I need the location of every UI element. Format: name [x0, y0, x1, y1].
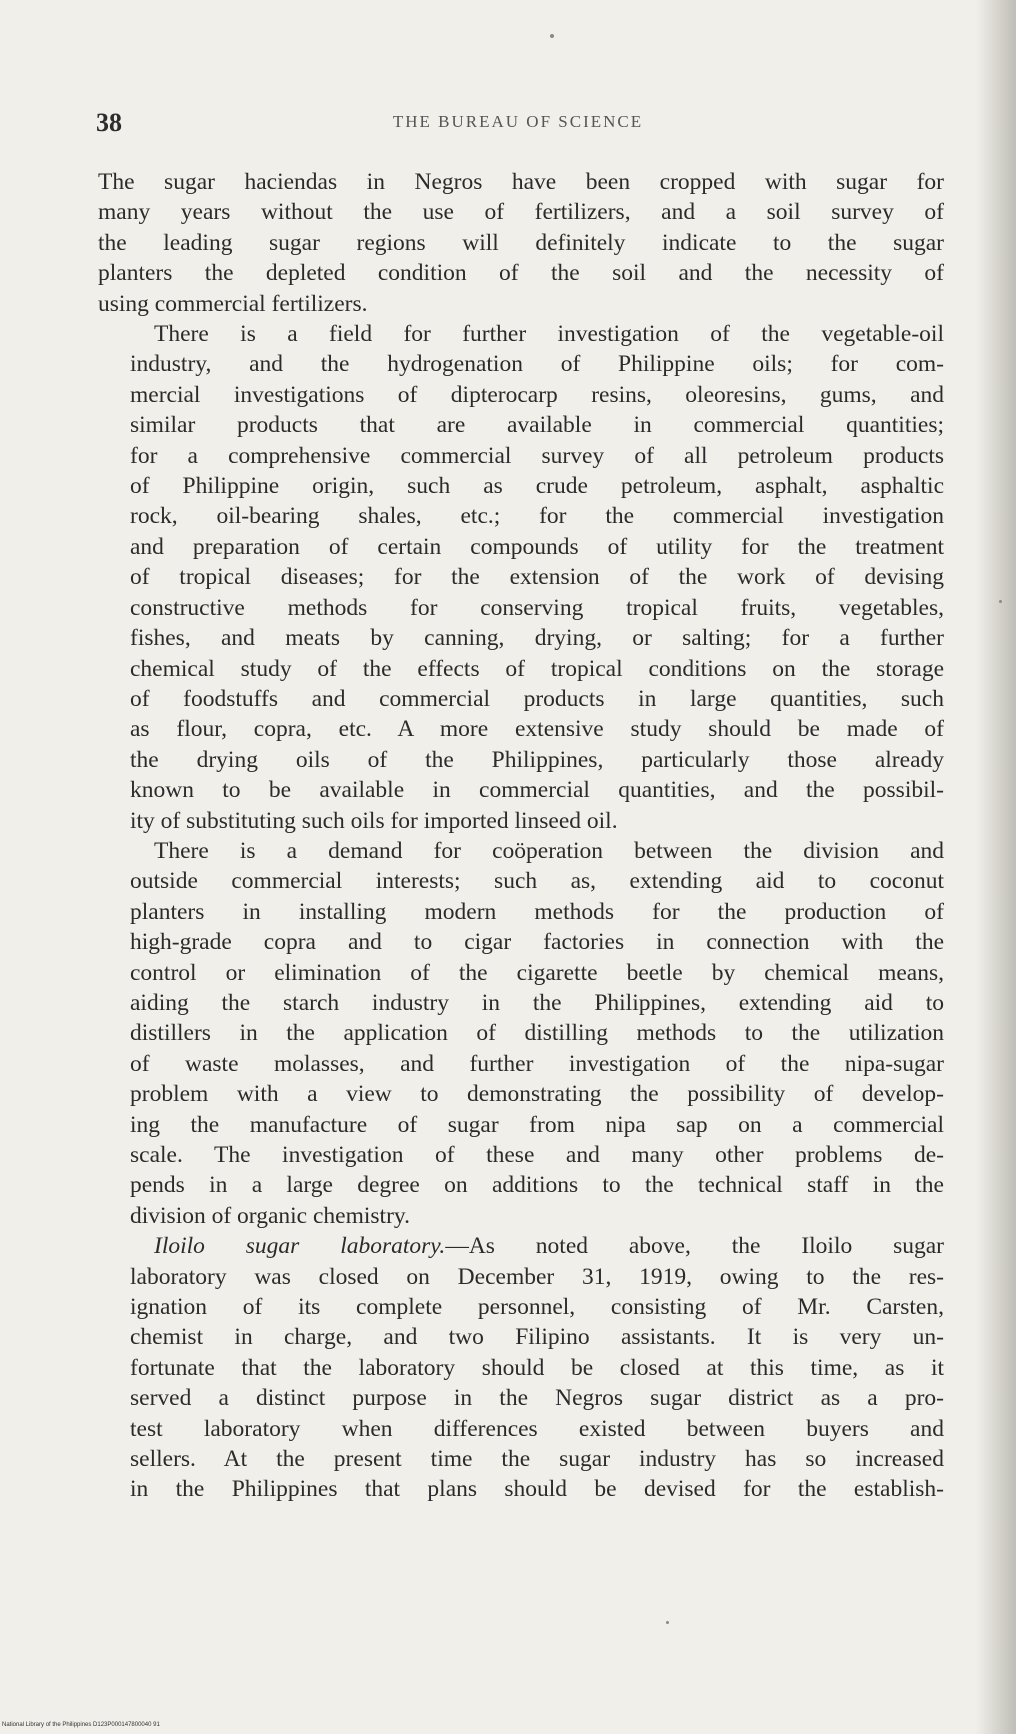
text-line: pends in a large degree on additions to the technical staff in the [130, 1172, 944, 1199]
text-line-rest: —As noted above, the Iloilo sugar [445, 1233, 945, 1260]
text-line: planters in installing modern methods for the production of [130, 898, 944, 925]
page-edge-shadow [976, 0, 1016, 1734]
text-line: of Philippine origin, such as crude petroleum, asphalt, asphaltic [130, 473, 944, 500]
paragraph-2 [98, 319, 944, 836]
text-line: high-grade copra and to cigar factories in connection with the [130, 929, 944, 956]
text-line: for a comprehensive commercial survey of all petroleum products [130, 442, 944, 469]
text-line: There is a field for further investigation of the vegetable-oil [154, 321, 944, 348]
text-line: There is a demand for coöperation between the division and [154, 837, 944, 864]
text-line: ing the manufacture of sugar from nipa sap on a commercial [130, 1111, 944, 1138]
page-header [96, 108, 940, 142]
text-line: many years without the use of fertilizers, and a soil survey of [98, 199, 944, 226]
text-line: division of organic chemistry. [130, 1202, 410, 1229]
text-line: scale. The investigation of these and many other problems de- [130, 1142, 944, 1168]
text-line: problem with a view to demonstrating the possibility of develop- [130, 1081, 944, 1108]
scan-speck [666, 1621, 669, 1624]
text-line: fishes, and meats by canning, drying, or salting; for a further [130, 625, 944, 652]
text-line: similar products that are available in commercial quantities; [130, 412, 944, 439]
text-line: aiding the starch industry in the Philippines, extending aid to [130, 989, 944, 1016]
text-line: the leading sugar regions will definitely indicate to the sugar [98, 229, 944, 256]
text-line-with-lead [98, 1231, 944, 1261]
text-line: distillers in the application of distilling methods to the utilization [130, 1020, 944, 1047]
paragraph-3 [98, 836, 944, 1231]
text-line: chemical study of the effects of tropical conditions on the storage [130, 655, 944, 682]
text-line: of tropical diseases; for the extension of the work of devising [130, 564, 944, 591]
text-line: planters the depleted condition of the soil and the necessity of [98, 260, 944, 287]
text-line: laboratory was closed on December 31, 1919, owing to the res- [130, 1263, 944, 1290]
text-line: sellers. At the present time the sugar industry has so increased [130, 1446, 944, 1473]
text-line: outside commercial interests; such as, extending aid to coconut [130, 868, 944, 895]
paragraph-4 [98, 1231, 944, 1505]
page-number: 38 [96, 108, 122, 137]
text-line: control or elimination of the cigarette beetle by chemical means, [130, 959, 944, 986]
running-head: THE BUREAU OF SCIENCE [392, 112, 644, 131]
section-lead-iloilo: Iloilo sugar laboratory. [154, 1233, 446, 1260]
text-line: chemist in charge, and two Filipino assistants. It is very un- [130, 1324, 944, 1351]
paragraph-1 [98, 167, 944, 319]
text-line: mercial investigations of dipterocarp resins, oleoresins, gums, and [130, 381, 944, 408]
text-line: using commercial fertilizers. [98, 290, 368, 317]
text-line: in the Philippines that plans should be devised for the establish- [130, 1476, 944, 1503]
text-line: constructive methods for conserving tropical fruits, vegetables, [130, 594, 944, 621]
text-line: and preparation of certain compounds of utility for the treatment [130, 533, 944, 560]
scan-speck [999, 600, 1002, 603]
text-line: industry, and the hydrogenation of Philippine oils; for com- [130, 351, 944, 378]
text-line: ity of substituting such oils for imported linseed oil. [130, 807, 618, 834]
text-line: test laboratory when differences existed between buyers and [130, 1415, 944, 1442]
text-line: the drying oils of the Philippines, particularly those already [130, 746, 944, 773]
text-line: fortunate that the laboratory should be closed at this time, as it [130, 1354, 944, 1381]
text-line: as flour, copra, etc. A more extensive study should be made of [130, 716, 944, 743]
body-text [98, 167, 944, 1505]
text-line: served a distinct purpose in the Negros sugar district as a pro- [130, 1385, 944, 1412]
text-line: known to be available in commercial quantities, and the possibil- [130, 777, 944, 804]
scan-speck [550, 34, 554, 38]
scan-imprint: National Library of the Philippines D123P000147800040 91 [2, 1722, 160, 1728]
text-line: of waste molasses, and further investigation of the nipa-sugar [130, 1050, 944, 1077]
text-line: The sugar haciendas in Negros have been cropped with sugar for [98, 169, 944, 195]
text-line: of foodstuffs and commercial products in large quantities, such [130, 685, 944, 712]
text-line: rock, oil-bearing shales, etc.; for the commercial investigation [130, 503, 944, 530]
text-line: ignation of its complete personnel, consisting of Mr. Carsten, [130, 1294, 944, 1321]
